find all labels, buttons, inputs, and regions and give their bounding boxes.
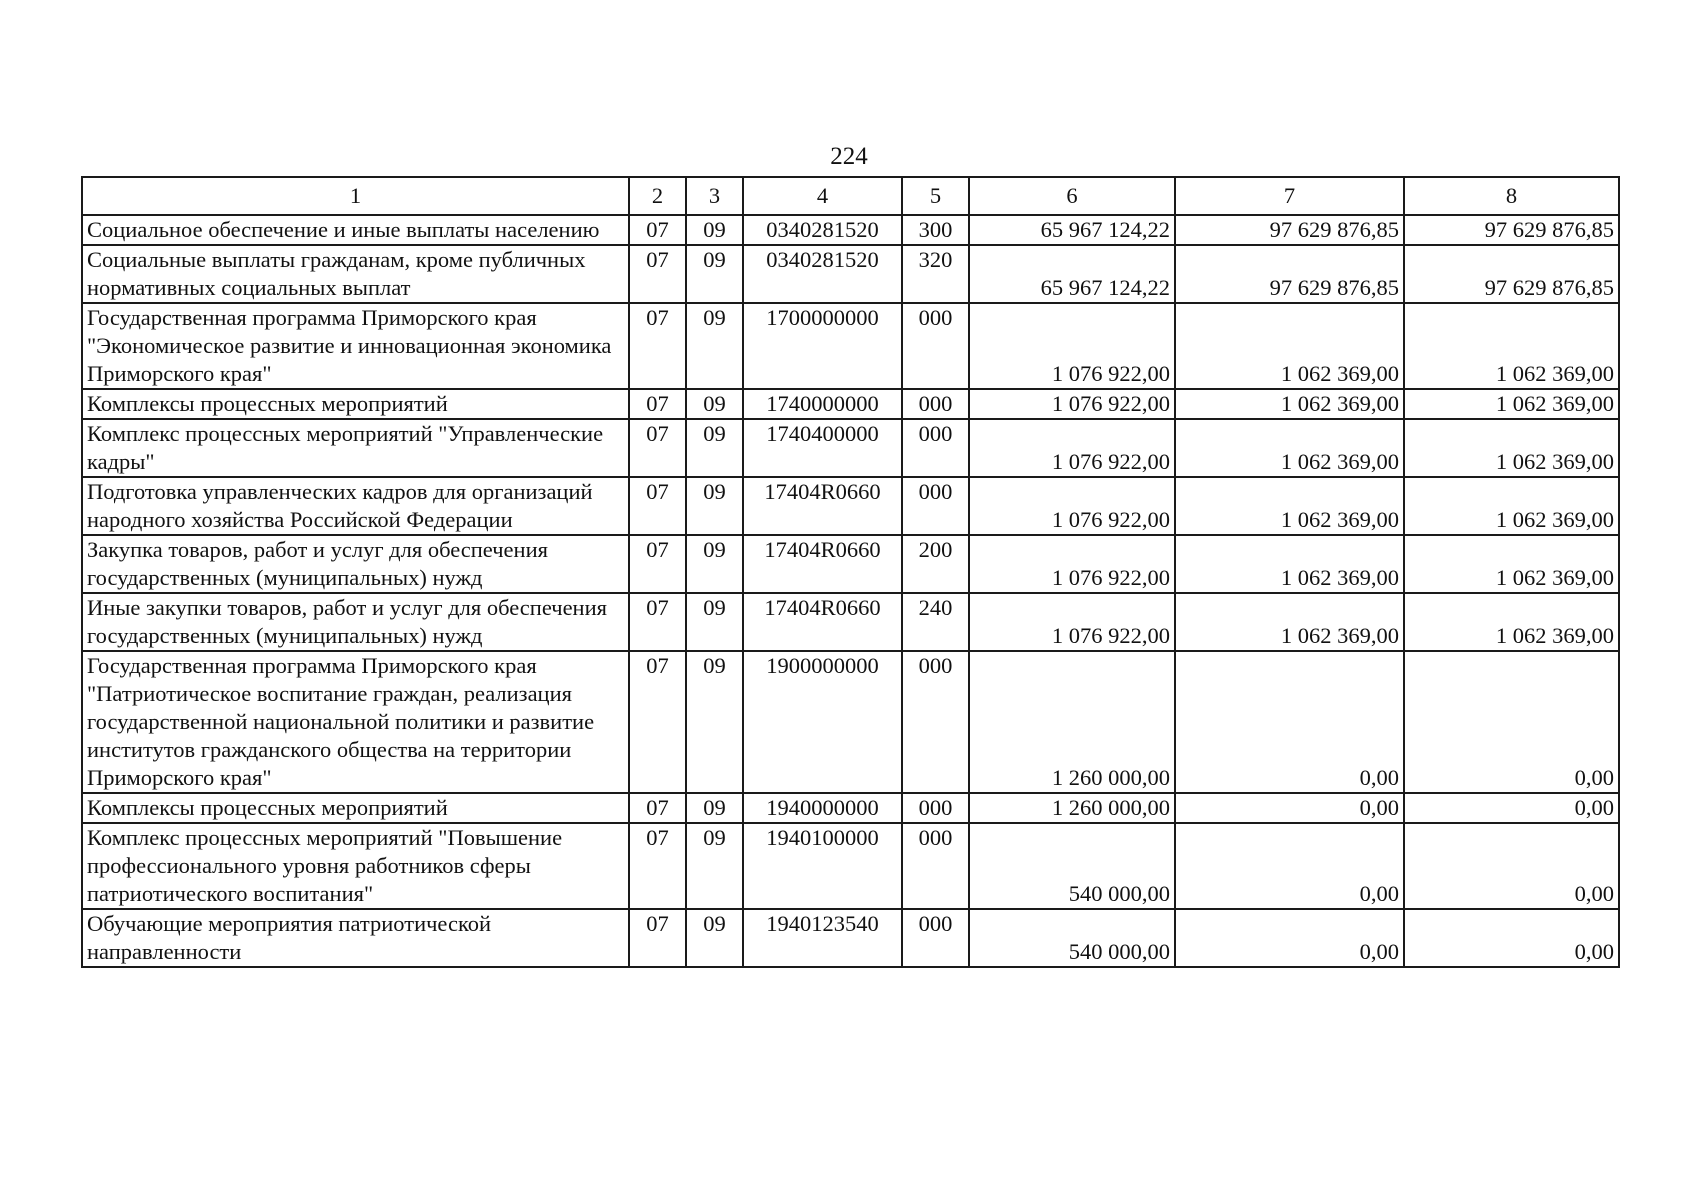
amount-cell: 1 062 369,00: [1404, 389, 1619, 419]
amount-cell: 1 062 369,00: [1404, 535, 1619, 593]
amount-cell: 540 000,00: [969, 909, 1175, 967]
amount-cell: 0,00: [1175, 823, 1404, 909]
amount-cell: 0,00: [1404, 793, 1619, 823]
subsection-code-cell: 09: [686, 535, 743, 593]
table-row: [82, 793, 1619, 823]
amount-cell: 1 076 922,00: [969, 593, 1175, 651]
table-row: [82, 389, 1619, 419]
amount-cell: 0,00: [1175, 909, 1404, 967]
subsection-code-cell: 09: [686, 793, 743, 823]
column-header: 7: [1175, 177, 1404, 215]
table-row: [82, 651, 1619, 793]
target-article-cell: 1900000000: [743, 651, 902, 793]
table-row: [82, 535, 1619, 593]
budget-table: [81, 176, 1620, 968]
subsection-code-cell: 09: [686, 245, 743, 303]
amount-cell: 0,00: [1404, 651, 1619, 793]
amount-cell: 97 629 876,85: [1404, 245, 1619, 303]
section-code-cell: 07: [629, 389, 686, 419]
amount-cell: 1 062 369,00: [1175, 389, 1404, 419]
target-article-cell: 17404R0660: [743, 593, 902, 651]
amount-cell: 1 076 922,00: [969, 535, 1175, 593]
target-article-cell: 0340281520: [743, 215, 902, 245]
amount-cell: 1 076 922,00: [969, 477, 1175, 535]
section-code-cell: 07: [629, 215, 686, 245]
amount-cell: 1 062 369,00: [1404, 419, 1619, 477]
column-header: 5: [902, 177, 969, 215]
amount-cell: 1 062 369,00: [1404, 303, 1619, 389]
expense-type-cell: 000: [902, 793, 969, 823]
target-article-cell: 1700000000: [743, 303, 902, 389]
amount-cell: 97 629 876,85: [1404, 215, 1619, 245]
subsection-code-cell: 09: [686, 389, 743, 419]
column-header: 8: [1404, 177, 1619, 215]
amount-cell: 1 062 369,00: [1404, 593, 1619, 651]
table-row: [82, 823, 1619, 909]
item-name-cell: Комплексы процессных мероприятий: [82, 793, 629, 823]
subsection-code-cell: 09: [686, 823, 743, 909]
expense-type-cell: 000: [902, 909, 969, 967]
amount-cell: 0,00: [1404, 823, 1619, 909]
table-row: [82, 245, 1619, 303]
expense-type-cell: 000: [902, 389, 969, 419]
item-name-cell: Комплекс процессных мероприятий "Управленческие кадры": [82, 419, 629, 477]
item-name-cell: Закупка товаров, работ и услуг для обеспечения государственных (муниципальных) нужд: [82, 535, 629, 593]
section-code-cell: 07: [629, 245, 686, 303]
amount-cell: 1 062 369,00: [1175, 593, 1404, 651]
column-header: 2: [629, 177, 686, 215]
amount-cell: 1 076 922,00: [969, 303, 1175, 389]
amount-cell: 0,00: [1404, 909, 1619, 967]
amount-cell: 1 260 000,00: [969, 651, 1175, 793]
section-code-cell: 07: [629, 793, 686, 823]
item-name-cell: Комплекс процессных мероприятий "Повышение профессионального уровня работников сферы патриотического воспитания": [82, 823, 629, 909]
amount-cell: 540 000,00: [969, 823, 1175, 909]
expense-type-cell: 000: [902, 651, 969, 793]
expense-type-cell: 000: [902, 419, 969, 477]
amount-cell: 0,00: [1175, 651, 1404, 793]
target-article-cell: 1940100000: [743, 823, 902, 909]
column-header: 6: [969, 177, 1175, 215]
section-code-cell: 07: [629, 593, 686, 651]
page-number: 224: [830, 143, 868, 170]
target-article-cell: 17404R0660: [743, 477, 902, 535]
expense-type-cell: 200: [902, 535, 969, 593]
table-row: [82, 215, 1619, 245]
subsection-code-cell: 09: [686, 303, 743, 389]
section-code-cell: 07: [629, 651, 686, 793]
item-name-cell: Социальные выплаты гражданам, кроме публичных нормативных социальных выплат: [82, 245, 629, 303]
column-header: 4: [743, 177, 902, 215]
item-name-cell: Государственная программа Приморского края "Патриотическое воспитание граждан, реализация государственной национальной политики и развитие институтов гражданского общества на территории Приморского края": [82, 651, 629, 793]
amount-cell: 97 629 876,85: [1175, 245, 1404, 303]
amount-cell: 1 062 369,00: [1404, 477, 1619, 535]
table-row: [82, 419, 1619, 477]
section-code-cell: 07: [629, 477, 686, 535]
amount-cell: 65 967 124,22: [969, 245, 1175, 303]
target-article-cell: 1940123540: [743, 909, 902, 967]
target-article-cell: 0340281520: [743, 245, 902, 303]
subsection-code-cell: 09: [686, 419, 743, 477]
column-number-row: [82, 177, 1619, 215]
expense-type-cell: 000: [902, 823, 969, 909]
target-article-cell: 1740000000: [743, 389, 902, 419]
expense-type-cell: 240: [902, 593, 969, 651]
item-name-cell: Подготовка управленческих кадров для организаций народного хозяйства Российской Федерации: [82, 477, 629, 535]
expense-type-cell: 300: [902, 215, 969, 245]
amount-cell: 65 967 124,22: [969, 215, 1175, 245]
subsection-code-cell: 09: [686, 909, 743, 967]
section-code-cell: 07: [629, 909, 686, 967]
item-name-cell: Обучающие мероприятия патриотической направленности: [82, 909, 629, 967]
item-name-cell: Государственная программа Приморского края "Экономическое развитие и инновационная экономика Приморского края": [82, 303, 629, 389]
amount-cell: 1 062 369,00: [1175, 535, 1404, 593]
table-row: [82, 303, 1619, 389]
amount-cell: 1 062 369,00: [1175, 477, 1404, 535]
column-header: 3: [686, 177, 743, 215]
section-code-cell: 07: [629, 535, 686, 593]
section-code-cell: 07: [629, 419, 686, 477]
section-code-cell: 07: [629, 303, 686, 389]
expense-type-cell: 000: [902, 303, 969, 389]
expense-type-cell: 320: [902, 245, 969, 303]
expense-type-cell: 000: [902, 477, 969, 535]
section-code-cell: 07: [629, 823, 686, 909]
table-row: [82, 477, 1619, 535]
subsection-code-cell: 09: [686, 477, 743, 535]
target-article-cell: 1740400000: [743, 419, 902, 477]
subsection-code-cell: 09: [686, 593, 743, 651]
table-row: [82, 909, 1619, 967]
subsection-code-cell: 09: [686, 651, 743, 793]
amount-cell: 97 629 876,85: [1175, 215, 1404, 245]
item-name-cell: Социальное обеспечение и иные выплаты населению: [82, 215, 629, 245]
item-name-cell: Иные закупки товаров, работ и услуг для обеспечения государственных (муниципальных) нужд: [82, 593, 629, 651]
amount-cell: 1 062 369,00: [1175, 419, 1404, 477]
target-article-cell: 17404R0660: [743, 535, 902, 593]
subsection-code-cell: 09: [686, 215, 743, 245]
amount-cell: 1 062 369,00: [1175, 303, 1404, 389]
item-name-cell: Комплексы процессных мероприятий: [82, 389, 629, 419]
amount-cell: 0,00: [1175, 793, 1404, 823]
target-article-cell: 1940000000: [743, 793, 902, 823]
amount-cell: 1 076 922,00: [969, 419, 1175, 477]
amount-cell: 1 076 922,00: [969, 389, 1175, 419]
column-header: 1: [82, 177, 629, 215]
amount-cell: 1 260 000,00: [969, 793, 1175, 823]
table-row: [82, 593, 1619, 651]
